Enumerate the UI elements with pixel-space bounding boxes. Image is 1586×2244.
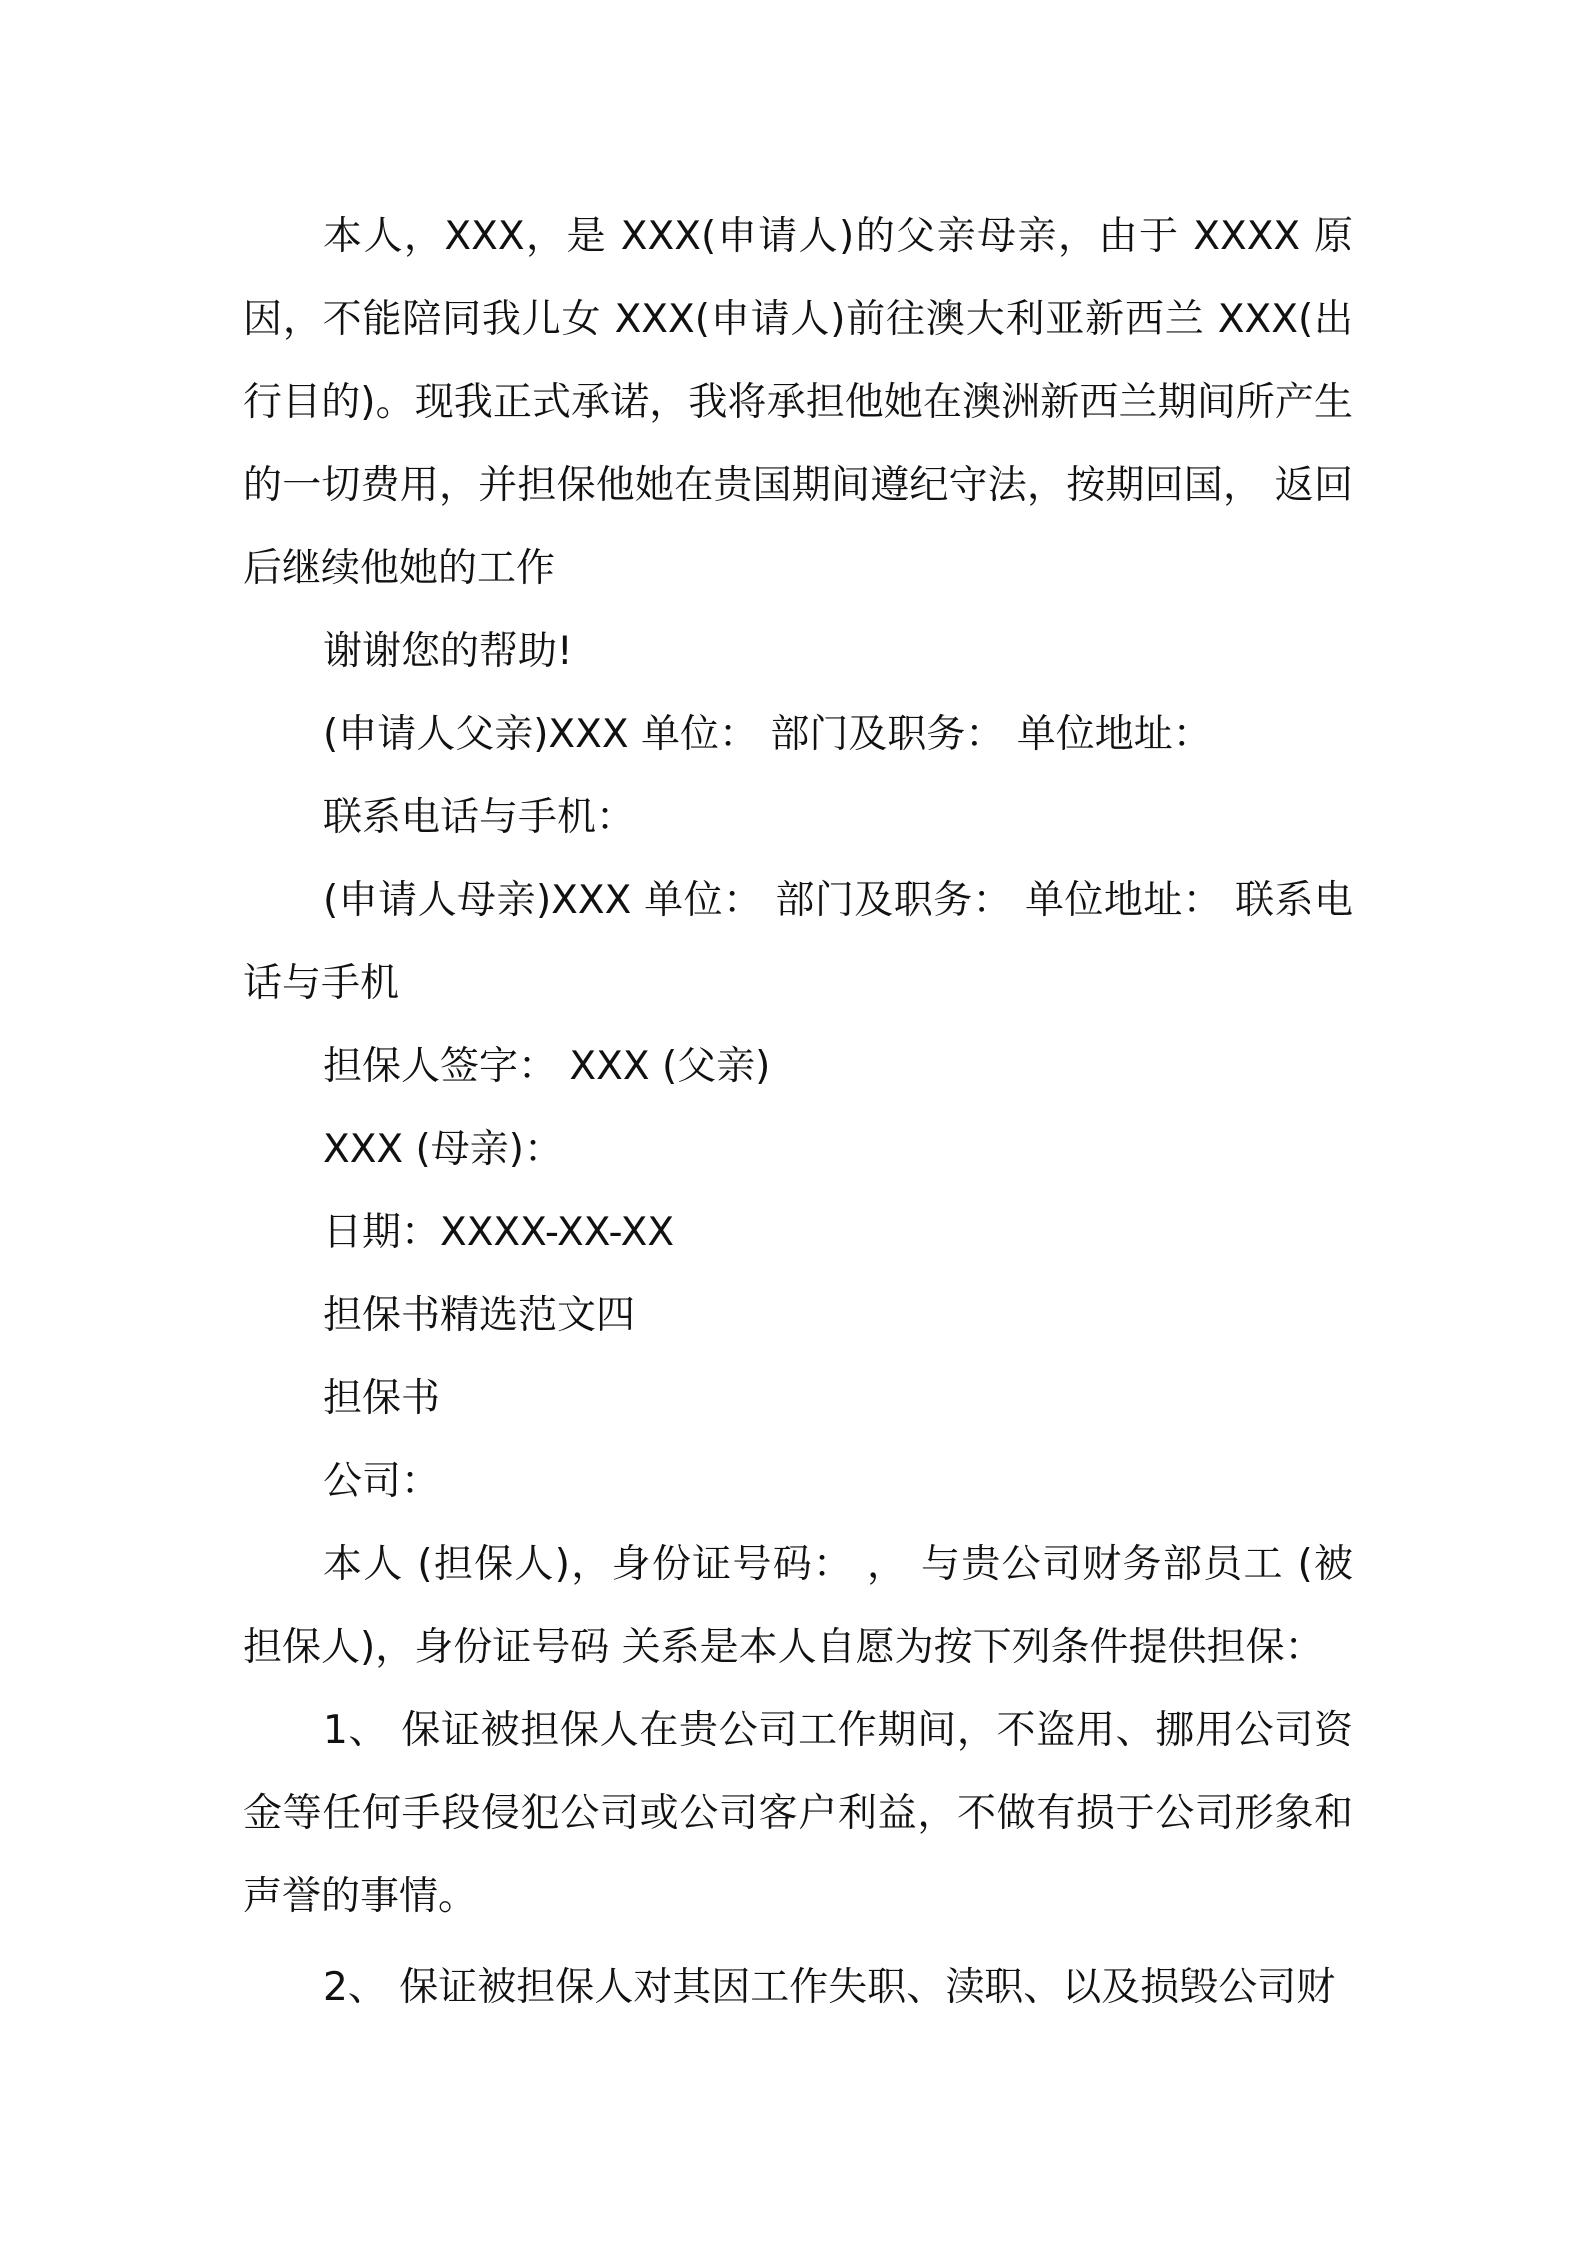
paragraph-mother-info: (申请人母亲)XXX 单位： 部门及职务： 单位地址： 联系电话与手机: [243, 878, 1353, 1006]
paragraph-clause-1: 1、 保证被担保人在贵公司工作期间，不盗用、挪用公司资金等任何手段侵犯公司或公司客户利益，不做有损于公司形象和声誉的事情。: [243, 1708, 1353, 1919]
section-heading: 担保书精选范文四: [323, 1293, 636, 1338]
paragraph-signature-father: 担保人签字： XXX (父亲): [323, 1044, 771, 1089]
paragraph-guarantor-intro: 本人 (担保人)，身份证号码： ， 与贵公司财务部员工 (被担保人)，身份证号码 关系是本人自愿为按下列条件提供担保：: [243, 1542, 1353, 1670]
document-title: 担保书: [323, 1376, 441, 1421]
paragraph-clause-2: 2、 保证被担保人对其因工作失职、渎职、以及损毁公司财: [323, 1965, 1336, 2010]
document-body: [243, 195, 1353, 2029]
paragraph-signature-mother: XXX (母亲)：: [323, 1127, 563, 1172]
paragraph-guarantee-statement: 本人，XXX，是 XXX(申请人)的父亲母亲，由于 XXXX 原因，不能陪同我儿女 XXX(申请人)前往澳大利亚新西兰 XXX(出行目的)。现我正式承诺，我将承担他她在澳洲新西兰期间所产生的一切费用，并担保他她在贵国期间遵纪守法，按期回国， 返回后继续他她的工作: [243, 214, 1353, 591]
paragraph-date: 日期：XXXX-XX-XX: [323, 1210, 675, 1255]
paragraph-father-info: (申请人父亲)XXX 单位： 部门及职务： 单位地址：: [323, 712, 1212, 757]
paragraph-thanks: 谢谢您的帮助!: [323, 629, 573, 674]
paragraph-addressee: 公司：: [323, 1459, 441, 1504]
paragraph-father-phone: 联系电话与手机：: [323, 795, 636, 840]
